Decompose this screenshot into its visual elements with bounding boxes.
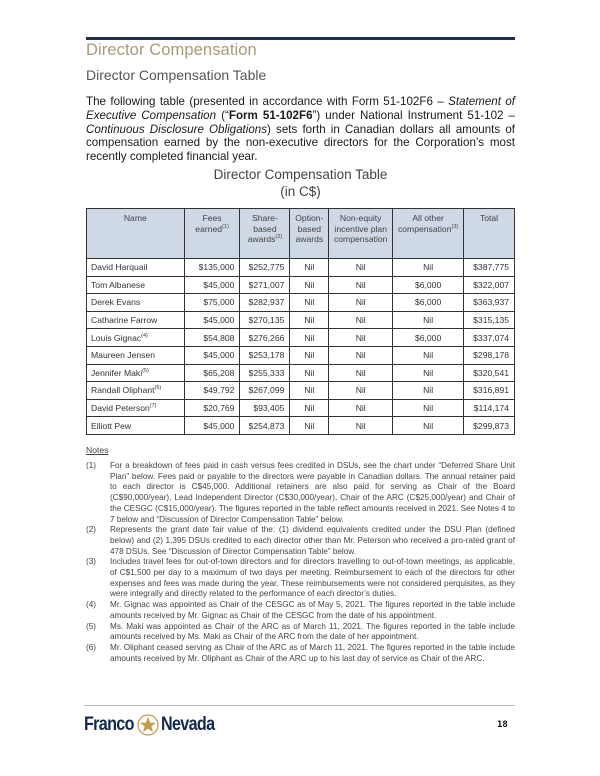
other-cell: Nil xyxy=(393,382,464,400)
intro-italic: Continuous Disclosure Obligations xyxy=(86,122,268,136)
table-header-row xyxy=(87,209,515,259)
franco-nevada-logo xyxy=(84,713,223,737)
other-cell: Nil xyxy=(393,399,464,417)
table-row xyxy=(87,329,515,347)
option-cell: Nil xyxy=(290,417,329,435)
option-cell: Nil xyxy=(290,276,329,294)
total-cell: $363,937 xyxy=(464,294,515,312)
director-name-cell xyxy=(87,311,185,329)
intro-italic: Statement of Executive Compensation xyxy=(86,95,515,122)
table-title xyxy=(86,166,515,200)
total-cell: $387,775 xyxy=(464,259,515,277)
logo-word-nevada: Nevada xyxy=(160,714,214,735)
table-title-line1: Director Compensation Table xyxy=(213,167,388,182)
table-row xyxy=(87,276,515,294)
note-item xyxy=(86,461,515,525)
footnote-marker: (4) xyxy=(141,332,148,339)
nonequity-cell: Nil xyxy=(329,294,393,312)
option-cell: Nil xyxy=(290,311,329,329)
director-name: David Harquail xyxy=(91,262,148,273)
director-name-cell xyxy=(87,346,185,364)
option-cell: Nil xyxy=(290,259,329,277)
column-header-label: Share-based awards xyxy=(247,213,278,244)
nonequity-cell: Nil xyxy=(329,364,393,382)
column-header-label: Total xyxy=(479,213,499,223)
nonequity-cell: Nil xyxy=(329,382,393,400)
other-cell: Nil xyxy=(393,346,464,364)
column-header xyxy=(87,209,185,259)
column-header xyxy=(329,209,393,259)
intro-text: (“ xyxy=(216,108,229,122)
note-text: Ms. Maki was appointed as Chair of the ARC as of March 11, 2021. The figures reported in the table include amounts received by Ms. Maki as Chair of the ARC from the date of her appointment. xyxy=(110,621,515,642)
note-text: For a breakdown of fees paid in cash versus fees credited in DSUs, see the chart under “Deferred Share Unit Plan” below. Fees paid or payable to the directors were payable in Canadian dollars. The annual retainer paid to each director is C$45,000. Additional retainers are also paid for serving as Chair of the Board (C$90,000/year), Lead Independent Director (C$30,000/year), Chair of the ARC (C$25,000/year) and Chair of the CESGC (C$15,000/year). The figures reported in the table reflect amounts received in 2021. See Notes 4 to 7 below and “Discussion of Director Compensation Table” below. xyxy=(110,461,515,524)
share-cell: $255,333 xyxy=(240,364,290,382)
nonequity-cell: Nil xyxy=(329,399,393,417)
total-cell: $322,007 xyxy=(464,276,515,294)
share-cell: $271,007 xyxy=(240,276,290,294)
note-number: (4) xyxy=(86,600,97,610)
column-header xyxy=(240,209,290,259)
column-header xyxy=(290,209,329,259)
table-row xyxy=(87,294,515,312)
director-name-cell xyxy=(87,276,185,294)
share-cell: $267,099 xyxy=(240,382,290,400)
option-cell: Nil xyxy=(290,399,329,417)
intro-bold-term: Form 51-102F6 xyxy=(228,108,313,122)
table-row xyxy=(87,417,515,435)
note-item xyxy=(86,600,515,621)
column-header-label: Fees earned xyxy=(195,213,223,234)
total-cell: $315,135 xyxy=(464,311,515,329)
column-header-label: Non-equity incentive plan compensation xyxy=(333,213,388,244)
share-cell: $276,266 xyxy=(240,329,290,347)
director-compensation-table xyxy=(86,208,515,435)
other-cell: $6,000 xyxy=(393,276,464,294)
note-item xyxy=(86,525,515,557)
share-cell: $254,873 xyxy=(240,417,290,435)
director-name-cell xyxy=(87,364,185,382)
nonequity-cell: Nil xyxy=(329,259,393,277)
table-row xyxy=(87,311,515,329)
fees-cell: $20,769 xyxy=(184,399,240,417)
total-cell: $298,178 xyxy=(464,346,515,364)
intro-text: ) sets forth in Canadian dollars all amounts of compensation earned by the non-executive directors for the Corporation’s most recently completed financial year. xyxy=(86,122,515,164)
footnote-marker: (5) xyxy=(142,368,149,374)
total-cell: $320,541 xyxy=(464,364,515,382)
director-name: Tom Albanese xyxy=(91,279,145,290)
director-name-cell xyxy=(87,329,185,347)
footer-rule xyxy=(84,705,515,706)
other-cell: Nil xyxy=(393,259,464,277)
option-cell: Nil xyxy=(290,329,329,347)
fees-cell: $45,000 xyxy=(184,276,240,294)
sub-title: Director Compensation Table xyxy=(86,67,267,83)
column-header xyxy=(464,209,515,259)
logo-word-franco: Franco xyxy=(84,714,134,735)
total-cell: $316,891 xyxy=(464,382,515,400)
total-cell: $299,873 xyxy=(464,417,515,435)
footnote-marker: (1) xyxy=(222,223,229,230)
table-row xyxy=(87,259,515,277)
director-name: Catharine Farrow xyxy=(91,315,158,326)
intro-text: ”) under National Instrument 51-102 – xyxy=(312,108,515,122)
column-header xyxy=(393,209,464,259)
note-text: Mr. Oliphant ceased serving as Chair of the ARC as of March 11, 2021. The figures reported in the table include amounts received by Mr. Oliphant as Chair of the ARC up to his last day of service as Chair of the ARC. xyxy=(110,642,515,663)
column-header-label: Name xyxy=(123,213,147,223)
note-item xyxy=(86,622,515,643)
director-name-cell xyxy=(87,294,185,312)
notes-heading: Notes xyxy=(86,445,109,455)
director-name: Louis Gignac xyxy=(91,332,142,343)
other-cell: $6,000 xyxy=(393,294,464,312)
table-row xyxy=(87,399,515,417)
intro-paragraph xyxy=(86,95,515,164)
director-name-cell xyxy=(87,399,185,417)
note-text: Includes travel fees for out-of-town directors and for directors travelling to out-of-town meetings, as applicable, of C$1,500 per day to a maximum of two days per meeting. Reimbursement to each of the directors for other expenses and fees was made during the year. These reimbursements were not considered perquisites, as they were integrally and directly related to the performance of each director’s duties. xyxy=(110,557,515,599)
other-cell: Nil xyxy=(393,417,464,435)
note-number: (2) xyxy=(86,525,97,535)
fees-cell: $45,000 xyxy=(184,346,240,364)
nonequity-cell: Nil xyxy=(329,311,393,329)
director-name-cell xyxy=(87,259,185,277)
section-title: Director Compensation xyxy=(86,41,257,59)
fees-cell: $54,808 xyxy=(184,329,240,347)
director-name: Randall Oliphant xyxy=(91,385,155,396)
option-cell: Nil xyxy=(290,294,329,312)
nonequity-cell: Nil xyxy=(329,417,393,435)
share-cell: $93,405 xyxy=(240,399,290,417)
note-text: Represents the grant date fair value of the: (1) dividend equivalents credited under the DSU Plan (defined below) and (2) 1,395 DSUs credited to each director other than Mr. Peterson who received a pro-rated grant of 478 DSUs. See “Discussion of Director Compensation Table” below. xyxy=(110,525,515,556)
director-name: David Peterson xyxy=(91,403,150,414)
fees-cell: $135,000 xyxy=(184,259,240,277)
director-name: Derek Evans xyxy=(91,297,141,308)
share-cell: $252,775 xyxy=(240,259,290,277)
notes-list xyxy=(86,461,515,664)
note-text: Mr. Gignac was appointed as Chair of the CESGC as of May 5, 2021. The figures reported in the table include amounts received by Mr. Gignac as Chair of the CESGC from the date of his appointment. xyxy=(110,600,515,620)
fees-cell: $75,000 xyxy=(184,294,240,312)
fees-cell: $65,208 xyxy=(184,364,240,382)
nonequity-cell: Nil xyxy=(329,329,393,347)
option-cell: Nil xyxy=(290,364,329,382)
header-rule xyxy=(86,37,515,40)
share-cell: $282,937 xyxy=(240,294,290,312)
page-number: 18 xyxy=(497,720,508,730)
footnote-marker: (2) xyxy=(275,234,283,241)
note-number: (5) xyxy=(86,621,97,631)
note-number: (1) xyxy=(86,461,97,470)
footnote-marker: (6) xyxy=(154,385,162,392)
other-cell: Nil xyxy=(393,311,464,329)
note-number: (6) xyxy=(86,642,97,652)
share-cell: $270,135 xyxy=(240,311,290,329)
fees-cell: $45,000 xyxy=(184,417,240,435)
nonequity-cell: Nil xyxy=(329,346,393,364)
fees-cell: $49,792 xyxy=(184,382,240,400)
note-item xyxy=(86,643,515,664)
director-name: Maureen Jensen xyxy=(91,350,156,361)
share-cell: $253,178 xyxy=(240,346,290,364)
nonequity-cell: Nil xyxy=(329,276,393,294)
table-row xyxy=(87,382,515,400)
director-name-cell xyxy=(87,417,185,435)
other-cell: Nil xyxy=(393,364,464,382)
note-number: (3) xyxy=(86,557,97,567)
column-header-label: Option-based awards xyxy=(295,213,324,244)
director-name: Jennifer Maki xyxy=(91,367,143,378)
option-cell: Nil xyxy=(290,346,329,364)
footnote-marker: (7) xyxy=(149,403,157,410)
option-cell: Nil xyxy=(290,382,329,400)
note-item xyxy=(86,557,515,600)
table-title-line2: (in C$) xyxy=(280,184,321,199)
table-row xyxy=(87,346,515,364)
director-name-cell xyxy=(87,382,185,400)
column-header-label: All other compensation xyxy=(397,213,452,234)
other-cell: $6,000 xyxy=(393,329,464,347)
director-name: Elliott Pew xyxy=(91,420,132,431)
column-header xyxy=(184,209,240,259)
footnote-marker: (3) xyxy=(451,223,459,230)
table-row xyxy=(87,364,515,382)
star-in-circle-icon xyxy=(137,714,159,736)
intro-text: The following table (presented in accordance with Form 51-102F6 – xyxy=(86,95,449,108)
total-cell: $114,174 xyxy=(464,399,515,417)
fees-cell: $45,000 xyxy=(184,311,240,329)
total-cell: $337,074 xyxy=(464,329,515,347)
